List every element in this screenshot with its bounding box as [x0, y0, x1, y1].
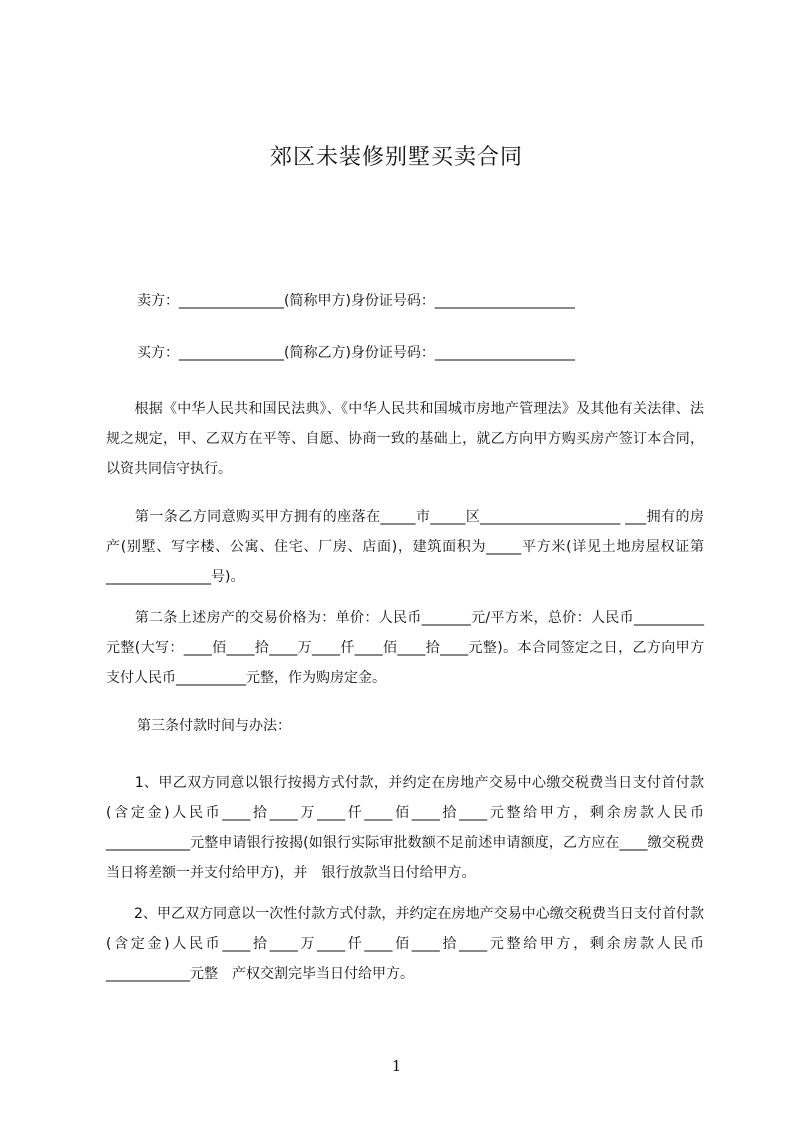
- payment-clause-2: 2、甲乙双方同意以一次性付款方式付款，并约定在房地产交易中心缴交税费当日支付首付款(含定金)人民币____拾____万____仟____佰____拾____元整给甲方，剩余房款人民币____________元整 产权交割完毕当日付给甲方。: [106, 906, 704, 982]
- page-number: 1: [391, 1057, 402, 1075]
- payment-clause-1: 1、甲乙双方同意以银行按揭方式付款，并约定在房地产交易中心缴交税费当日支付首付款(含定金)人民币____拾____万____仟____佰____拾____元整给甲方，剩余房款人民币____________元整申请银行按揭(如银行实际审批数额不足前述申请额度，乙方应在____缴交税费当日将差额一并支付给甲方)，并 银行放款当日付给甲方。: [106, 775, 704, 881]
- article-3-heading: 第三条付款时间与办法：: [137, 718, 291, 734]
- buyer-line: 买方：_______________(简称乙方)身份证号码：____________________: [137, 345, 575, 361]
- preamble-paragraph: 根据《中华人民共和国民法典》、《中华人民共和国城市房地产管理法》及其他有关法律、法规之规定，甲、乙双方在平等、自愿、协商一致的基础上，就乙方向甲方购买房产签订本合同，以资共同信守执行。: [106, 401, 704, 477]
- article-2-paragraph: 第二条上述房产的交易价格为：单价：人民币_______元/平方米，总价：人民币__________元整(大写：____佰____拾____万____仟____佰____拾____元整)。本合同签定之日，乙方向甲方支付人民币__________元整，作为购房定金。: [106, 610, 704, 686]
- document-title: 郊区未装修别墅买卖合同: [269, 145, 523, 170]
- article-1-paragraph: 第一条乙方同意购买甲方拥有的座落在_____市_____区____________________ ___拥有的房产(别墅、写字楼、公寓、住宅、厂房、店面)，建筑面积为_____平方米(详见土地房屋权证第_______________号)。: [106, 509, 704, 585]
- seller-line: 卖方：_______________(简称甲方)身份证号码：____________________: [137, 293, 575, 309]
